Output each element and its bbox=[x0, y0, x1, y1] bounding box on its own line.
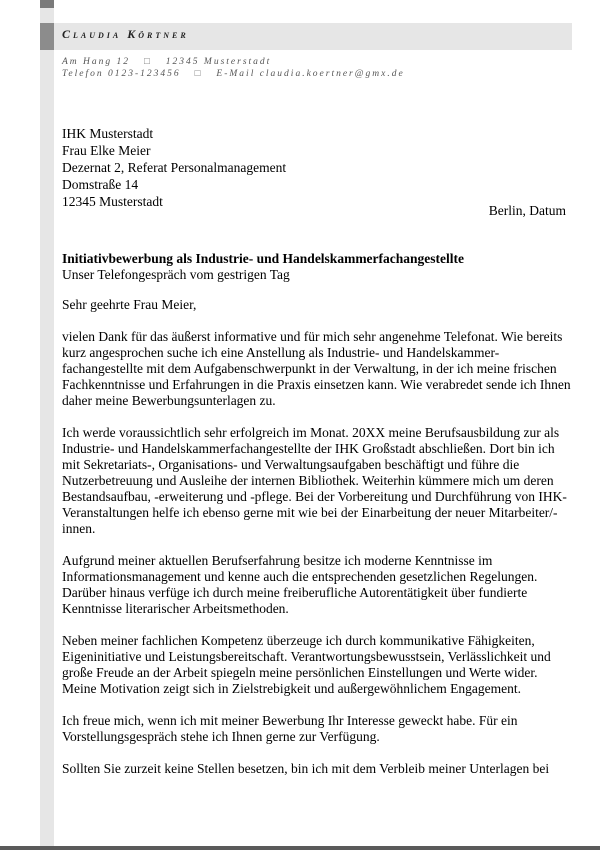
recipient-line: Dezernat 2, Referat Personalmanagement bbox=[62, 160, 287, 175]
paragraph: Ich werde voraussichtlich sehr erfolgreich im Monat. 20XX meine Berufsausbildung zur als Industrie- und Handelskammerfachangestellte der IHK Großstadt abschließen. Dort bin ich mit Sekretariats-, Organisations- und Verwaltungsaufgaben beschäftigt und führe die Nutzerbetreuung und Ausleihe der internen Bibliothek. Weiterhin kümmere mich um deren Bestandsaufbau, -erweiterung und -pflege. Bei der Vorbereitung und Durchführung von IHK-Veranstaltungen helfe ich ebenso gerne mit wie bei der Einarbeitung der neuer Mitarbeiter/-innen. bbox=[62, 425, 567, 536]
separator-icon: □ bbox=[144, 57, 152, 67]
subject-title: Initiativbewerbung als Industrie- und Handelskammerfachangestellte bbox=[62, 251, 465, 266]
recipient-address bbox=[62, 125, 286, 210]
letter-body bbox=[62, 297, 574, 793]
recipient-line: IHK Musterstadt bbox=[62, 126, 154, 141]
paragraph: Ich freue mich, wenn ich mit meiner Bewerbung Ihr Interesse geweckt habe. Für ein Vorstellungsgespräch stehe ich Ihnen gerne zur Verfügung. bbox=[62, 713, 518, 744]
recipient-line: Frau Elke Meier bbox=[62, 143, 151, 158]
salutation: Sehr geehrte Frau Meier, bbox=[62, 297, 197, 312]
sender-contact bbox=[62, 69, 405, 79]
subject-block bbox=[62, 251, 464, 283]
paragraph: Neben meiner fachlichen Kompetenz überzeuge ich durch kommunikative Fähigkeiten, Eigeninitiative und Leistungsbereitschaft. Verantwortungsbewusstsein, Verlässlichkeit und große Freude an der Arbeit spiegeln meine persönlichen Einstellungen und Werte wider. Meine Motivation zeigt sich in Zielstrebigkeit und außergewöhnlichem Engagement. bbox=[62, 633, 551, 696]
paragraph: Sollten Sie zurzeit keine Stellen besetzen, bin ich mit dem Verbleib meiner Unterlagen bei bbox=[62, 761, 550, 776]
separator-icon: □ bbox=[194, 69, 203, 79]
sender-email: E-Mail claudia.koertner@gmx.de bbox=[216, 69, 405, 79]
sender-city: 12345 Musterstadt bbox=[165, 57, 272, 67]
paragraph: Aufgrund meiner aktuellen Berufserfahrung besitze ich moderne Kenntnisse im Informationsmanagement und kenne auch die entsprechenden gesetzlichen Regelungen. Darüber hinaus verfüge ich durch meine freiberufliche Autorentätigkeit über fundierte Kenntnisse literarischer Arbeitsmethoden. bbox=[62, 553, 538, 616]
recipient-line: Domstraße 14 bbox=[62, 177, 139, 192]
sender-address bbox=[62, 57, 271, 67]
sender-name: Claudia Körtner bbox=[62, 27, 189, 41]
sender-street: Am Hang 12 bbox=[62, 57, 131, 67]
paragraph: vielen Dank für das äußerst informative und für mich sehr angenehme Telefonat. Wie bereits kurz angesprochen suche ich eine Anstellung als Industrie- und Handelskammer-fachangestellte mit dem Aufgabenschwerpunkt in der Verwaltung, in der ich meine frischen Fachkenntnisse und Erfahrungen in die Praxis einsetzen kann. Wie verabredet sende ich Ihnen daher meine Bewerbungsunterlagen zu. bbox=[62, 329, 571, 408]
letterhead-accent bbox=[40, 23, 54, 50]
top-margin-accent bbox=[40, 0, 54, 8]
page-bottom-edge bbox=[0, 846, 600, 850]
sender-phone: Telefon 0123-123456 bbox=[62, 69, 181, 79]
recipient-line: 12345 Musterstadt bbox=[62, 194, 163, 209]
left-margin-bar bbox=[40, 0, 54, 846]
place-date: Berlin, Datum bbox=[488, 203, 566, 218]
subject-reference: Unser Telefongespräch vom gestrigen Tag bbox=[62, 267, 290, 282]
